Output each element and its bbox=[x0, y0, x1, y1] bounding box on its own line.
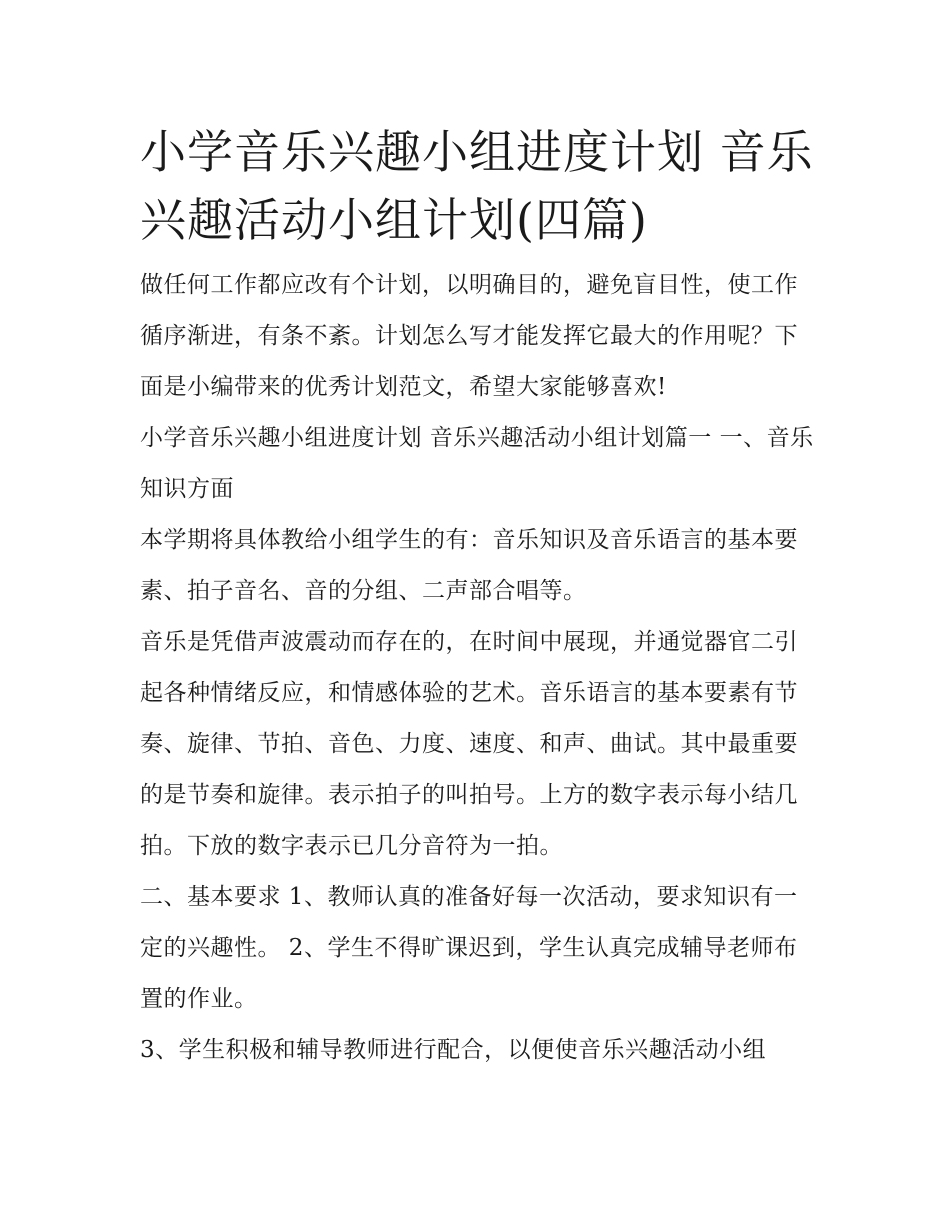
paragraph-cooperation: 3、学生积极和辅导教师进行配合，以便使音乐兴趣活动小组 bbox=[140, 1037, 767, 1063]
document-page bbox=[140, 118, 816, 1076]
paragraph-music-definition: 音乐是凭借声波震动而存在的，在时间中展现，并通觉器官二引起各种情绪反应，和情感体验的艺术。音乐语言的基本要素有节奏、旋律、节拍、音色、力度、速度、和声、曲试。其中最重要的是节奏和旋律。表示拍子的叫拍号。上方的数字表示每小结几拍。下放的数字表示已几分音符为一拍。 bbox=[140, 629, 798, 859]
document-title: 小学音乐兴趣小组进度计划 音乐兴趣活动小组计划(四篇) bbox=[140, 125, 814, 247]
paragraph-basic-requirements: 二、基本要求 1、教师认真的准备好每一次活动，要求知识有一定的兴趣性。 2、学生不得旷课迟到，学生认真完成辅导老师布置的作业。 bbox=[140, 884, 798, 1012]
paragraph-music-knowledge: 本学期将具体教给小组学生的有：音乐知识及音乐语言的基本要素、拍子音名、音的分组、二声部合唱等。 bbox=[140, 527, 798, 604]
paragraph-section-heading: 小学音乐兴趣小组进度计划 音乐兴趣活动小组计划篇一 一、音乐知识方面 bbox=[140, 425, 814, 502]
paragraph-intro: 做任何工作都应改有个计划，以明确目的，避免盲目性，使工作循序渐进，有条不紊。计划怎么写才能发挥它最大的作用呢？下面是小编带来的优秀计划范文，希望大家能够喜欢! bbox=[140, 272, 798, 400]
